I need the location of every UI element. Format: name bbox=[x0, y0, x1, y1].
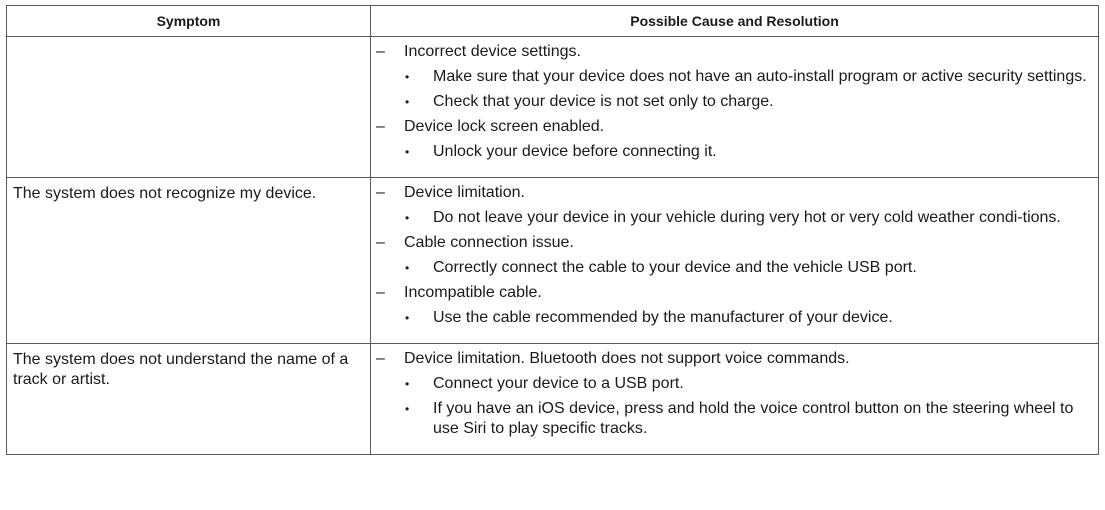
bullet-marker: • bbox=[405, 211, 410, 225]
bullet-marker: • bbox=[405, 402, 410, 416]
cause-header: Possible Cause and Resolution bbox=[371, 6, 1099, 37]
resolution-item bbox=[404, 208, 1090, 228]
troubleshooting-table bbox=[6, 5, 1099, 455]
bullet-marker: • bbox=[405, 377, 410, 391]
cause-item bbox=[376, 183, 1090, 203]
cause-item bbox=[376, 349, 1090, 369]
table-row bbox=[7, 178, 1099, 344]
resolution-text: Connect your device to a USB port. bbox=[433, 375, 684, 392]
dash-marker: – bbox=[376, 118, 385, 135]
resolution-text: Make sure that your device does not have an auto-install program or active security settings. bbox=[433, 68, 1087, 85]
table-row bbox=[7, 37, 1099, 178]
dash-marker: – bbox=[376, 234, 385, 251]
cause-item bbox=[376, 283, 1090, 303]
symptom-cell bbox=[7, 37, 371, 178]
bullet-marker: • bbox=[405, 145, 410, 159]
cause-cell bbox=[371, 178, 1099, 344]
bullet-marker: • bbox=[405, 70, 410, 84]
resolution-item bbox=[404, 92, 1090, 112]
table-row bbox=[7, 344, 1099, 455]
cause-text: Device lock screen enabled. bbox=[404, 118, 605, 135]
resolution-text: Correctly connect the cable to your device and the vehicle USB port. bbox=[433, 259, 917, 276]
cause-text: Cable connection issue. bbox=[404, 234, 574, 251]
resolution-text: Do not leave your device in your vehicle during very hot or very cold weather condi-tions. bbox=[433, 209, 1061, 226]
resolution-item bbox=[404, 258, 1090, 278]
resolution-text: Unlock your device before connecting it. bbox=[433, 143, 717, 160]
resolution-item bbox=[404, 399, 1090, 439]
cause-item bbox=[376, 42, 1090, 62]
resolution-item bbox=[404, 142, 1090, 162]
cause-text: Device limitation. bbox=[404, 184, 525, 201]
cause-item bbox=[376, 233, 1090, 253]
dash-marker: – bbox=[376, 43, 385, 60]
resolution-text: Use the cable recommended by the manufacturer of your device. bbox=[433, 309, 893, 326]
header-row bbox=[7, 6, 1099, 37]
cause-item bbox=[376, 117, 1090, 137]
resolution-item bbox=[404, 308, 1090, 328]
bullet-marker: • bbox=[405, 311, 410, 325]
resolution-text: If you have an iOS device, press and hold the voice control button on the steering wheel to use Siri to play specific tracks. bbox=[433, 400, 1074, 437]
dash-marker: – bbox=[376, 350, 385, 367]
bullet-marker: • bbox=[405, 261, 410, 275]
cause-text: Incompatible cable. bbox=[404, 284, 542, 301]
symptom-cell: The system does not understand the name of a track or artist. bbox=[7, 344, 371, 455]
table-body bbox=[7, 37, 1099, 455]
dash-marker: – bbox=[376, 184, 385, 201]
cause-cell bbox=[371, 344, 1099, 455]
bullet-marker: • bbox=[405, 95, 410, 109]
cause-text: Incorrect device settings. bbox=[404, 43, 581, 60]
symptom-header: Symptom bbox=[7, 6, 371, 37]
resolution-item bbox=[404, 374, 1090, 394]
dash-marker: – bbox=[376, 284, 385, 301]
resolution-text: Check that your device is not set only to charge. bbox=[433, 93, 774, 110]
cause-text: Device limitation. Bluetooth does not support voice commands. bbox=[404, 350, 850, 367]
symptom-cell: The system does not recognize my device. bbox=[7, 178, 371, 344]
resolution-item bbox=[404, 67, 1090, 87]
cause-cell bbox=[371, 37, 1099, 178]
